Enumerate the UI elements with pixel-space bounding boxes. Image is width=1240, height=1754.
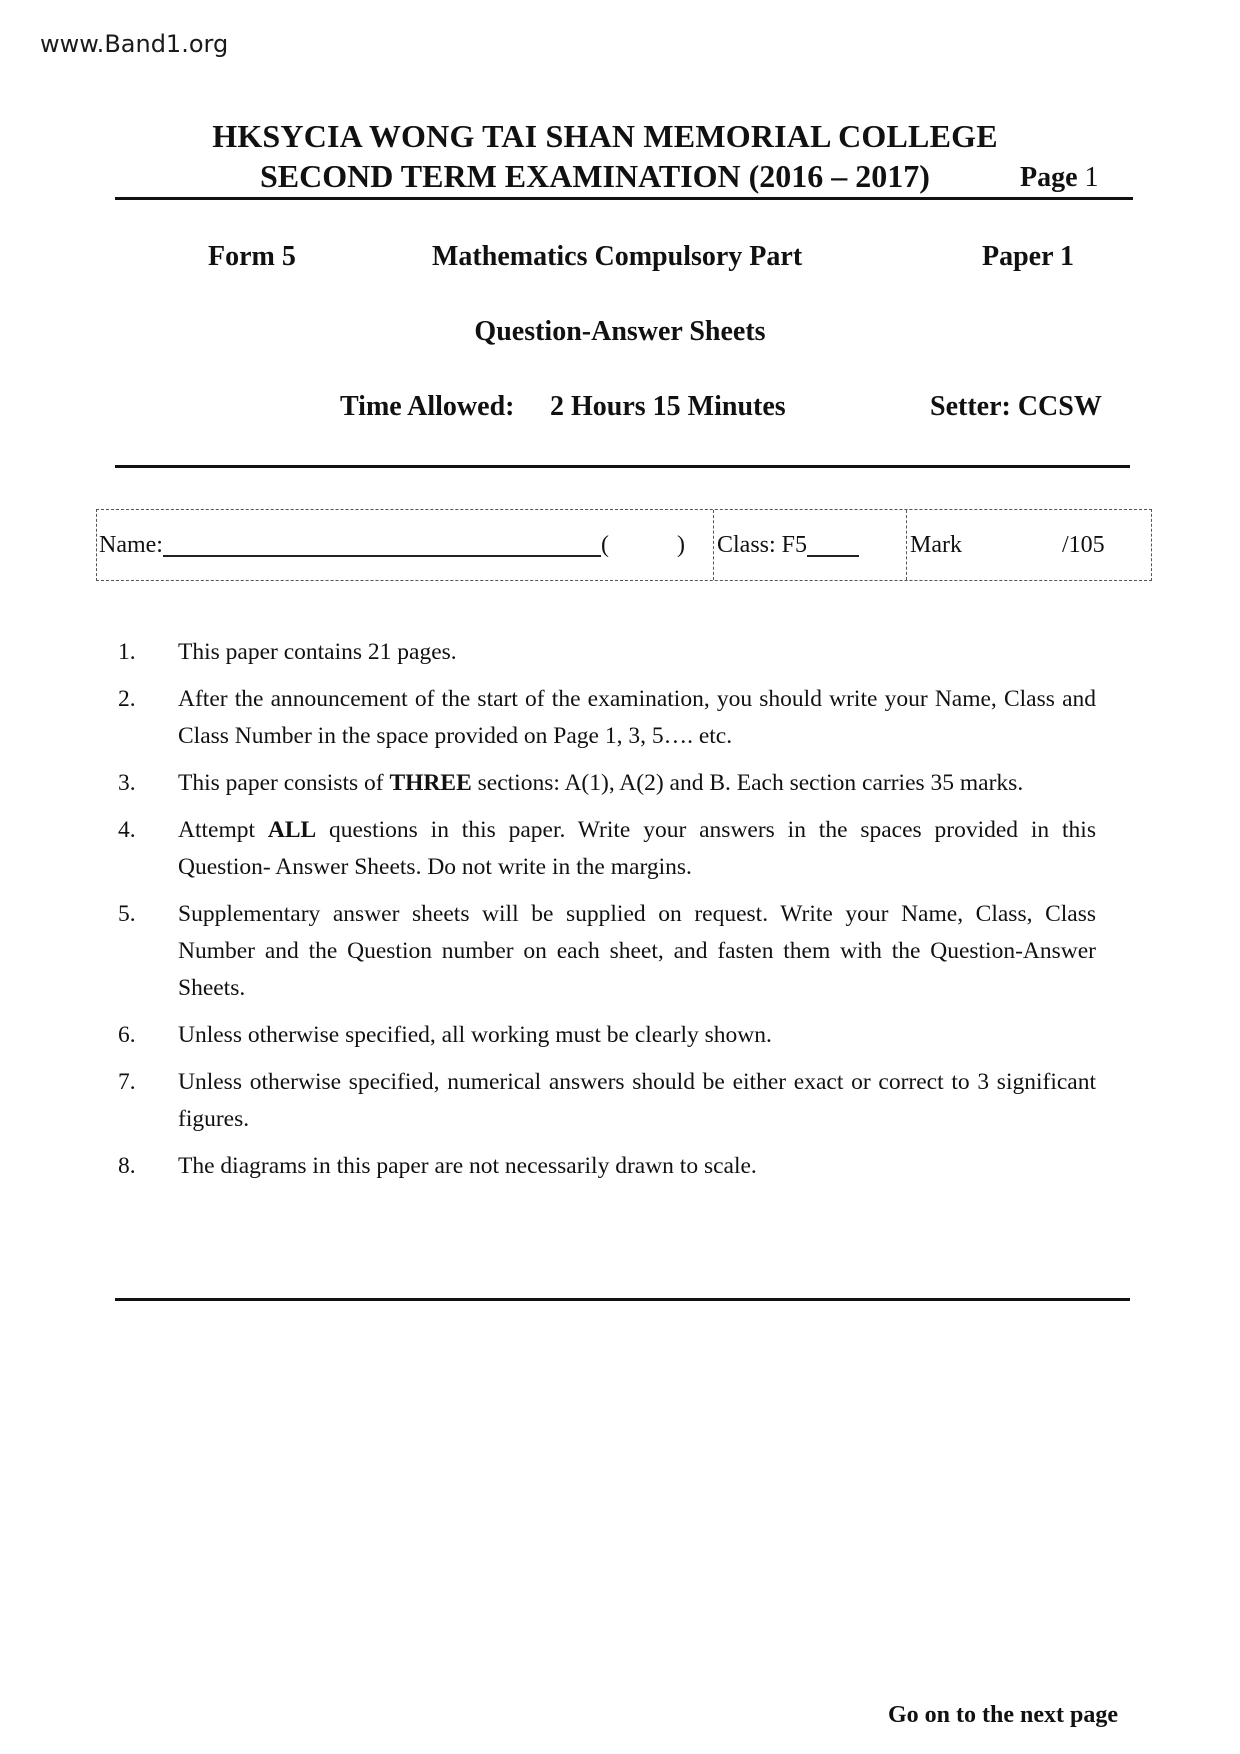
class-field[interactable] <box>807 533 859 557</box>
instruction-segment: Supplementary answer sheets will be supplied on request. Write your Name, Class, Class Number and the Question number on each sheet, and fasten them with the Question-Answer Sheets. <box>178 901 1096 1001</box>
instruction-item <box>118 634 1096 671</box>
instruction-segment: Attempt <box>178 817 268 843</box>
watermark: www.Band1.org <box>40 30 229 58</box>
instruction-text <box>178 634 1096 671</box>
instruction-text <box>178 896 1096 1007</box>
header-divider <box>115 197 1133 200</box>
instruction-number: 8. <box>118 1153 136 1179</box>
instruction-segment: This paper consists of <box>178 770 390 796</box>
mark-cell <box>907 510 1151 580</box>
class-number-paren-close: ) <box>676 531 685 558</box>
instruction-text <box>178 1064 1096 1138</box>
instruction-segment: After the announcement of the start of the examination, you should write your Name, Class and Class Number in the space provided on Page 1, 3, 5…. etc. <box>178 686 1096 749</box>
class-cell <box>714 510 907 580</box>
mark-label: Mark <box>910 531 962 558</box>
time-allowed-label: Time Allowed: <box>340 391 515 422</box>
instruction-text <box>178 765 1096 802</box>
student-info-box <box>96 509 1152 581</box>
instruction-segment: questions in this paper. Write your answers in the spaces provided in this Question- Answer Sheets. Do not write in the margins. <box>178 817 1096 880</box>
next-page-note: Go on to the next page <box>888 1702 1118 1728</box>
instruction-segment: Unless otherwise specified, all working must be clearly shown. <box>178 1022 772 1048</box>
name-cell <box>97 510 714 580</box>
subject-title: Mathematics Compulsory Part <box>432 241 803 272</box>
instruction-number: 6. <box>118 1022 136 1048</box>
instruction-number: 5. <box>118 901 136 927</box>
instruction-text <box>178 1017 1096 1054</box>
paper-number: Paper 1 <box>982 241 1075 272</box>
instruction-text <box>178 1148 1096 1185</box>
instruction-item <box>118 681 1096 755</box>
instruction-number: 3. <box>118 770 136 796</box>
sheet-type: Question-Answer Sheets <box>474 316 766 347</box>
name-label: Name: <box>99 531 163 558</box>
class-label: Class: F5 <box>717 531 808 558</box>
instruction-text <box>178 812 1096 886</box>
instruction-segment: The diagrams in this paper are not necessarily drawn to scale. <box>178 1153 757 1179</box>
instructions-divider <box>115 1298 1130 1301</box>
instruction-item <box>118 1148 1096 1185</box>
instruction-emphasis: THREE <box>389 770 472 796</box>
page-indicator <box>1020 162 1099 194</box>
details-divider <box>115 465 1130 468</box>
instruction-number: 7. <box>118 1069 136 1095</box>
instruction-number: 1. <box>118 639 136 665</box>
instruction-number: 4. <box>118 817 136 843</box>
mark-total: /105 <box>1061 531 1105 558</box>
class-number-paren-open: ( <box>600 531 609 558</box>
school-name: HKSYCIA WONG TAI SHAN MEMORIAL COLLEGE <box>212 118 998 154</box>
instruction-number: 2. <box>118 686 136 712</box>
instruction-item <box>118 1017 1096 1054</box>
instruction-item <box>118 765 1096 802</box>
exam-title: SECOND TERM EXAMINATION (2016 – 2017) <box>260 158 930 194</box>
page-word: Page <box>1020 162 1078 193</box>
instructions-list <box>118 634 1096 1195</box>
form-level: Form 5 <box>208 241 296 272</box>
instruction-item <box>118 896 1096 1007</box>
time-allowed-value: 2 Hours 15 Minutes <box>550 391 786 422</box>
instruction-text <box>178 681 1096 755</box>
instruction-segment: sections: A(1), A(2) and B. Each section carries 35 marks. <box>471 770 1024 796</box>
instruction-item <box>118 1064 1096 1138</box>
setter: Setter: CCSW <box>930 391 1102 422</box>
name-field[interactable] <box>163 533 601 557</box>
instruction-emphasis: ALL <box>267 817 317 843</box>
instruction-segment: Unless otherwise specified, numerical answers should be either exact or correct to 3 significant figures. <box>178 1069 1096 1132</box>
instruction-segment: This paper contains 21 pages. <box>178 639 457 665</box>
page-number: 1 <box>1084 162 1099 193</box>
instruction-item <box>118 812 1096 886</box>
